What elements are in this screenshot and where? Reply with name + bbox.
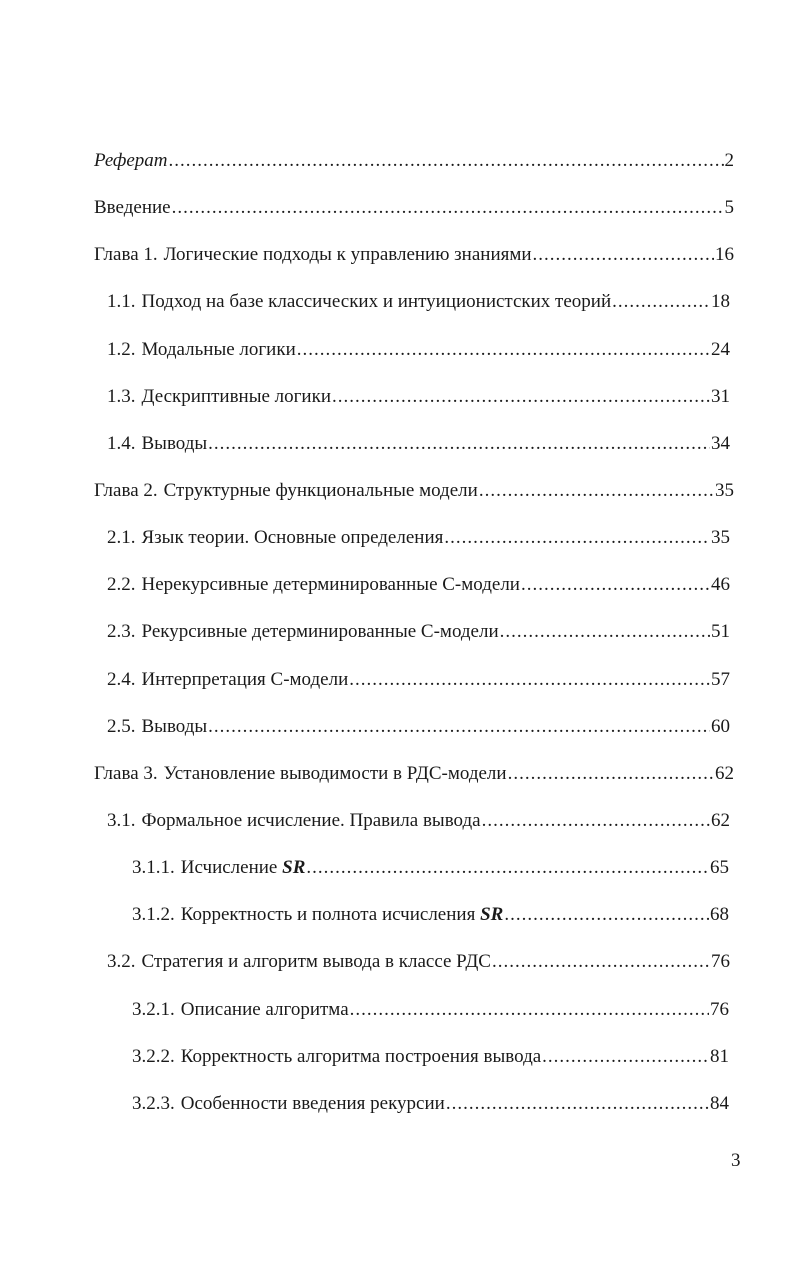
toc-leader-dots <box>504 902 709 928</box>
toc-page-number: 60 <box>711 715 730 737</box>
toc-leader-dots <box>169 148 724 174</box>
toc-entry-title: 2.4. Интерпретация С-модели <box>107 668 349 690</box>
toc-leader-dots <box>521 572 710 598</box>
toc-entry-title: 1.2. Модальные логики <box>107 338 296 360</box>
toc-entry-title: 1.4. Выводы <box>107 432 208 454</box>
toc-entry-section-3-2-1[interactable] <box>0 997 729 1044</box>
toc-entry-chapter-2[interactable] <box>0 478 734 525</box>
toc-page-number: 31 <box>711 385 730 407</box>
toc-entry-title: 3.2.1. Описание алгоритма <box>132 998 349 1020</box>
toc-page-number: 24 <box>711 338 730 360</box>
toc-entry-title: 3.2.2. Корректность алгоритма построения вывода <box>132 1045 542 1067</box>
toc-leader-dots <box>208 714 710 740</box>
toc-entry-number: 3.1. <box>107 809 136 831</box>
toc-entry-chapter-1[interactable] <box>0 242 734 289</box>
toc-entry-title: 2.1. Язык теории. Основные определения <box>107 527 444 549</box>
toc-page-number: 68 <box>710 904 729 926</box>
toc-entry-chapter-3[interactable] <box>0 761 734 808</box>
toc-leader-dots <box>208 431 710 457</box>
toc-entry-number: 1.4. <box>107 432 136 454</box>
toc-page-number: 76 <box>710 998 729 1020</box>
toc-page-number: 2 <box>724 150 734 171</box>
toc-entry-section-2-5[interactable] <box>0 714 730 761</box>
toc-page-number: 46 <box>711 574 730 596</box>
toc-entry-title: 3.1. Формальное исчисление. Правила вывода <box>107 809 481 831</box>
toc-leader-dots <box>612 289 710 315</box>
toc-entry-section-2-3[interactable] <box>0 619 730 666</box>
toc-entry-number: 3.1.1. <box>132 857 175 879</box>
toc-entry-abstract[interactable] <box>0 148 734 195</box>
toc-entry-number: Глава 3. <box>94 762 158 784</box>
toc-leader-dots <box>500 619 710 645</box>
toc-entry-number: 2.3. <box>107 621 136 643</box>
toc-page-number: 34 <box>711 432 730 454</box>
toc-page-number: 51 <box>711 621 730 643</box>
toc-entry-section-1-2[interactable] <box>0 337 730 384</box>
toc-entry-title: Глава 2. Структурные функциональные модели <box>94 479 478 501</box>
toc-entry-number: 2.2. <box>107 574 136 596</box>
toc-entry-number: 3.2. <box>107 951 136 973</box>
toc-page-number: 62 <box>715 762 734 784</box>
toc-entry-number: 3.2.1. <box>132 998 175 1020</box>
toc-entry-number: Глава 1. <box>94 244 158 266</box>
toc-leader-dots <box>349 667 710 693</box>
calculus-symbol: SR <box>480 904 504 926</box>
toc-entry-number: 3.1.2. <box>132 904 175 926</box>
toc-page-number: 18 <box>711 291 730 313</box>
toc-entry-introduction[interactable] <box>0 195 734 242</box>
toc-entry-title: 1.3. Дескриптивные логики <box>107 385 331 407</box>
toc-leader-dots <box>446 1091 709 1117</box>
toc-leader-dots <box>479 478 714 504</box>
toc-entry-title: 2.2. Нерекурсивные детерминированные С-модели <box>107 574 520 596</box>
toc-entry-title: Глава 1. Логические подходы к управлению знаниями <box>94 244 532 266</box>
toc-entry-section-1-1[interactable] <box>0 289 730 336</box>
toc-page-number: 35 <box>711 527 730 549</box>
toc-entry-section-1-3[interactable] <box>0 384 730 431</box>
toc-entry-title: Реферат <box>94 150 168 171</box>
toc-leader-dots <box>533 242 714 268</box>
toc-entry-section-3-1-1[interactable] <box>0 855 729 902</box>
toc-entry-section-3-1[interactable] <box>0 808 730 855</box>
toc-entry-section-2-4[interactable] <box>0 667 730 714</box>
toc-leader-dots <box>297 337 710 363</box>
table-of-contents <box>0 148 799 1138</box>
toc-entry-number: 1.2. <box>107 338 136 360</box>
toc-entry-section-3-2-2[interactable] <box>0 1044 729 1091</box>
toc-leader-dots <box>492 949 710 975</box>
toc-page-number: 5 <box>724 197 734 219</box>
toc-entry-number: 2.1. <box>107 527 136 549</box>
toc-page-number: 62 <box>711 809 730 831</box>
toc-entry-number: 1.1. <box>107 291 136 313</box>
toc-entry-title: 2.3. Рекурсивные детерминированные С-модели <box>107 621 499 643</box>
toc-leader-dots <box>172 195 724 221</box>
toc-entry-title: 1.1. Подход на базе классических и интуиционистских теорий <box>107 291 612 313</box>
toc-entry-title: Введение <box>94 197 171 219</box>
toc-entry-section-3-2-3[interactable] <box>0 1091 729 1138</box>
toc-entry-title: 3.2. Стратегия и алгоритм вывода в классе РДС <box>107 951 491 973</box>
toc-page-number: 16 <box>715 244 734 266</box>
toc-entry-number: 3.2.2. <box>132 1045 175 1067</box>
toc-entry-title: 3.1.1. Исчисление SR <box>132 857 306 879</box>
toc-leader-dots <box>508 761 714 787</box>
toc-page-number: 57 <box>711 668 730 690</box>
toc-entry-section-3-1-2[interactable] <box>0 902 729 949</box>
toc-page-number: 35 <box>715 479 734 501</box>
toc-page-number: 76 <box>711 951 730 973</box>
toc-leader-dots <box>332 384 710 410</box>
toc-entry-section-2-1[interactable] <box>0 525 730 572</box>
toc-entry-number: Глава 2. <box>94 479 158 501</box>
toc-entry-title: 3.1.2. Корректность и полнота исчисления SR <box>132 904 504 926</box>
toc-page-number: 65 <box>710 857 729 879</box>
toc-leader-dots <box>444 525 710 551</box>
toc-entry-title: Глава 3. Установление выводимости в РДС-модели <box>94 762 507 784</box>
toc-entry-number: 2.5. <box>107 715 136 737</box>
toc-page-number: 81 <box>710 1045 729 1067</box>
toc-entry-number: 3.2.3. <box>132 1092 175 1114</box>
toc-entry-number: 1.3. <box>107 385 136 407</box>
toc-entry-section-3-2[interactable] <box>0 949 730 996</box>
toc-entry-title: 2.5. Выводы <box>107 715 208 737</box>
calculus-symbol: SR <box>282 857 306 879</box>
toc-leader-dots <box>350 997 709 1023</box>
toc-entry-number: 2.4. <box>107 668 136 690</box>
toc-entry-title: 3.2.3. Особенности введения рекурсии <box>132 1092 445 1114</box>
toc-page-number: 84 <box>710 1092 729 1114</box>
page-number: 3 <box>731 1150 741 1171</box>
toc-entry-section-1-4[interactable] <box>0 431 730 478</box>
toc-leader-dots <box>306 855 709 881</box>
toc-entry-section-2-2[interactable] <box>0 572 730 619</box>
toc-leader-dots <box>542 1044 709 1070</box>
toc-leader-dots <box>482 808 710 834</box>
